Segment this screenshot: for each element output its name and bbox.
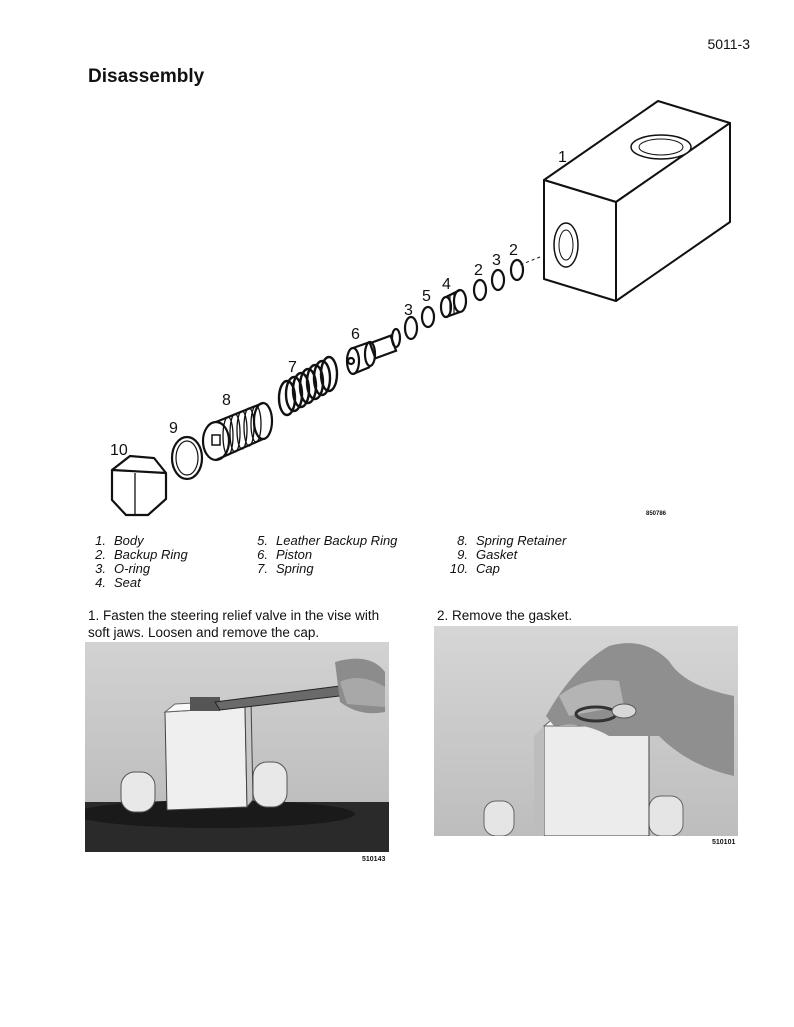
callout: 4: [442, 276, 451, 293]
callout: 7: [288, 359, 297, 376]
legend-column-3: [446, 534, 566, 576]
backup-ring-part: [474, 280, 486, 300]
legend-column-2: [246, 534, 397, 576]
step-2-photo-code: 510101: [712, 839, 736, 846]
legend-item: 8. Spring Retainer: [457, 533, 567, 548]
callout: 2: [509, 242, 518, 259]
legend-item: 3. O-ring: [95, 561, 151, 576]
legend-item: 7. Spring: [257, 561, 314, 576]
legend-item: 1. Body: [95, 533, 144, 548]
backup-ring-part: [511, 260, 523, 280]
legend-item: 6. Piston: [257, 547, 313, 562]
callout: 10: [110, 442, 128, 459]
page-number: 5011-3: [707, 36, 750, 52]
legend-item: 10. Cap: [449, 561, 500, 576]
figure-code: 850786: [646, 511, 667, 517]
legend-item: 5. Leather Backup Ring: [257, 533, 398, 548]
o-ring-part: [492, 270, 504, 290]
callout: 8: [222, 392, 231, 409]
cap-part: [112, 456, 166, 515]
step-1-text: 1. Fasten the steering relief valve in the vise with soft jaws. Loosen and remove the cap.: [88, 608, 380, 640]
exploded-view-diagram: [80, 95, 760, 530]
legend-column-1: [84, 534, 188, 590]
legend-item: 4. Seat: [95, 575, 141, 590]
section-title: Disassembly: [88, 66, 205, 87]
callout: 9: [169, 420, 178, 437]
callout: 6: [351, 326, 360, 343]
legend-item: 2. Backup Ring: [95, 547, 188, 562]
step-1-photo-code: 510143: [362, 856, 386, 863]
callout: 1: [558, 149, 567, 166]
seat-part: [441, 290, 466, 317]
legend-item: 9. Gasket: [457, 547, 518, 562]
callout: 2: [474, 262, 483, 279]
leather-backup-ring-part: [422, 307, 434, 327]
step-2-text: 2. Remove the gasket.: [437, 608, 573, 623]
callout: 3: [404, 302, 413, 319]
callout: 5: [422, 288, 431, 305]
step-1-photo: [85, 642, 389, 857]
spring-retainer-part: [203, 403, 272, 460]
o-ring-part: [405, 317, 417, 339]
diagram-callouts: [110, 149, 567, 459]
callout: 3: [492, 252, 501, 269]
step-2-photo: [434, 626, 738, 841]
